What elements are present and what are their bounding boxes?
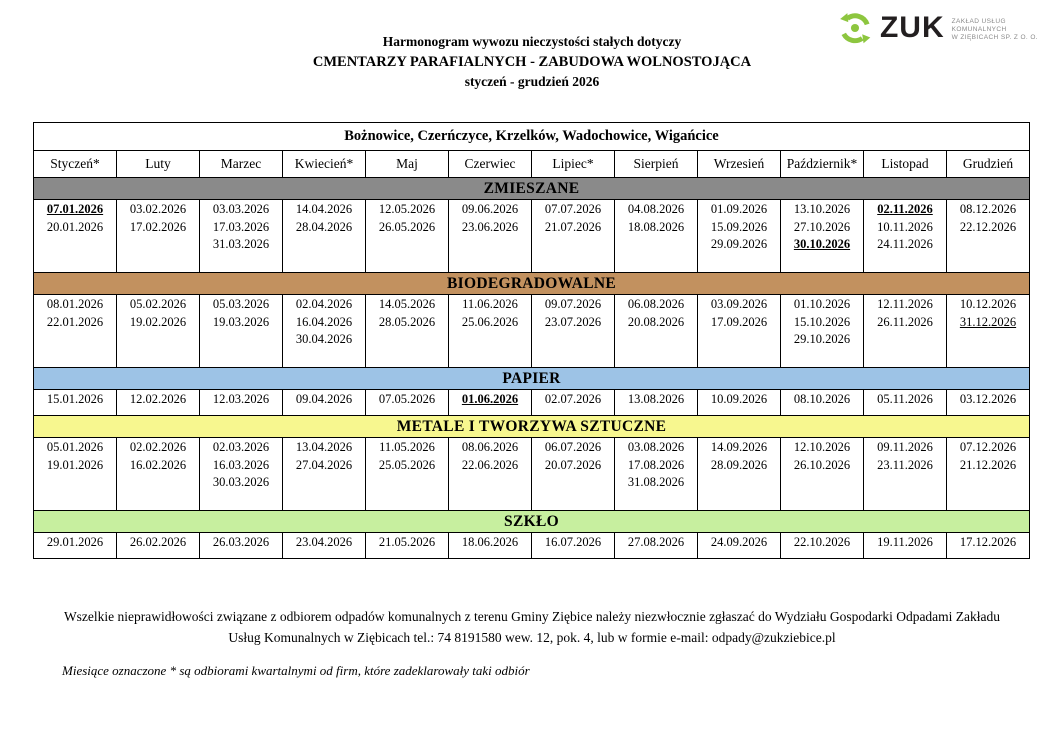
collection-date: 30.03.2026 [212,475,270,489]
date-cell [449,438,532,511]
collection-date: 31.08.2026 [627,475,685,489]
collection-date: 14.04.2026 [295,202,353,216]
collection-date: 29.10.2026 [793,332,851,346]
date-cell [615,438,698,511]
collection-date: 12.10.2026 [793,440,851,454]
month-header-wrzesień: Wrzesień [698,151,781,178]
collection-date: 19.01.2026 [46,457,104,472]
collection-date: 19.02.2026 [129,314,187,329]
date-cell [532,295,615,368]
collection-date: 16.03.2026 [212,457,270,472]
collection-date: 10.11.2026 [877,219,933,234]
collection-date: 25.05.2026 [378,457,436,472]
collection-date: 13.08.2026 [627,392,685,406]
title-line-3: styczeń - grudzień 2026 [464,74,600,89]
collection-date: 02.07.2026 [544,392,602,406]
collection-date: 07.07.2026 [544,202,602,216]
collection-date: 01.09.2026 [710,202,768,216]
date-cell [532,390,615,416]
title-line-1: Harmonogram wywozu nieczystości stałych dotyczy [382,34,682,49]
date-cell [615,533,698,559]
collection-date: 12.02.2026 [129,392,187,406]
month-header-luty: Luty [117,151,200,178]
collection-date: 30.04.2026 [295,332,353,346]
collection-date: 17.08.2026 [627,457,685,472]
collection-date: 17.03.2026 [212,219,270,234]
collection-date: 21.07.2026 [544,219,602,234]
collection-date: 03.02.2026 [129,202,187,216]
date-cell [34,295,117,368]
collection-date: 01.10.2026 [793,297,851,311]
collection-date: 08.06.2026 [461,440,519,454]
date-cell [449,390,532,416]
date-cell [200,438,283,511]
collection-date: 02.11.2026 [877,202,933,216]
collection-date: 05.02.2026 [129,297,187,311]
collection-date: 12.11.2026 [877,297,933,311]
collection-date: 26.02.2026 [129,535,187,549]
date-cell [34,390,117,416]
collection-date: 20.08.2026 [627,314,685,329]
section-header-papier: PAPIER [34,368,1030,390]
date-cell [366,200,449,273]
collection-date: 09.11.2026 [877,440,933,454]
collection-date: 01.06.2026 [461,392,519,406]
date-cell [864,438,947,511]
collection-date: 23.11.2026 [877,457,933,472]
collection-date: 05.01.2026 [46,440,104,454]
collection-date: 05.03.2026 [212,297,270,311]
date-cell [200,295,283,368]
collection-date: 29.09.2026 [710,237,768,251]
logo-subtext-line: KOMUNALNYCH [951,25,1007,33]
collection-date: 23.06.2026 [461,219,519,234]
collection-date: 03.03.2026 [212,202,270,216]
date-cell [34,533,117,559]
collection-date: 03.08.2026 [627,440,685,454]
date-cell [366,438,449,511]
collection-date: 25.06.2026 [461,314,519,329]
collection-date: 18.08.2026 [627,219,685,234]
collection-date: 11.05.2026 [379,440,435,454]
schedule-table [33,122,1030,559]
collection-date: 16.04.2026 [295,314,353,329]
date-cell [283,200,366,273]
collection-date: 10.09.2026 [710,392,768,406]
collection-date: 16.07.2026 [544,535,602,549]
collection-date: 22.10.2026 [793,535,851,549]
date-cell [698,533,781,559]
collection-date: 19.03.2026 [212,314,270,329]
date-cell [449,200,532,273]
collection-date: 15.01.2026 [46,392,104,406]
collection-date: 21.05.2026 [378,535,436,549]
date-cell [947,438,1030,511]
date-cell [864,200,947,273]
month-header-sierpień: Sierpień [615,151,698,178]
zuk-logo [837,10,1038,46]
notice-text: Wszelkie nieprawidłowości związane z odbiorem odpadów komunalnych z terenu Gminy Ziębice należy niezwłocznie zgłaszać do Wydziału Gospodarki Odpadami Zakładu Usług Komunalnych w Ziębicach tel.: 74 8191580 wew. 12, pok. 4, lub w formie e-mail: odpady@zukziebice.pl [63,608,1001,645]
section-header-zmieszane: ZMIESZANE [34,178,1030,200]
title-line-2: CMENTARZY PARAFIALNYCH - ZABUDOWA WOLNOSTOJĄCA [312,54,752,70]
collection-date: 31.12.2026 [959,314,1017,329]
collection-date: 11.06.2026 [462,297,518,311]
date-cell [947,295,1030,368]
date-cell [200,390,283,416]
date-cell [781,200,864,273]
collection-date: 13.10.2026 [793,202,851,216]
collection-date: 26.11.2026 [877,314,933,329]
localities-header: Bożnowice, Czerńczyce, Krzelków, Wadochowice, Wigańcice [34,123,1030,151]
section-header-szkło: SZKŁO [34,511,1030,533]
collection-date: 04.08.2026 [627,202,685,216]
date-cell [366,390,449,416]
section-header-metale-i-tworzywa-sztuczne: METALE I TWORZYWA SZTUCZNE [34,416,1030,438]
date-cell [117,533,200,559]
collection-date: 20.07.2026 [544,457,602,472]
collection-date: 08.12.2026 [959,202,1017,216]
date-cell [864,390,947,416]
date-cell [698,438,781,511]
date-cell [449,533,532,559]
collection-date: 07.01.2026 [46,202,104,216]
date-cell [615,200,698,273]
section-header-biodegradowalne: BIODEGRADOWALNE [34,273,1030,295]
collection-date: 14.09.2026 [710,440,768,454]
collection-date: 17.12.2026 [959,535,1017,549]
collection-date: 22.12.2026 [959,219,1017,234]
collection-date: 02.04.2026 [295,297,353,311]
collection-date: 28.09.2026 [710,457,768,472]
date-cell [283,295,366,368]
collection-date: 15.10.2026 [793,314,851,329]
date-cell [117,438,200,511]
logo-wordmark: ZUK [879,11,945,44]
collection-date: 26.05.2026 [378,219,436,234]
collection-date: 06.07.2026 [544,440,602,454]
date-cell [200,533,283,559]
collection-date: 03.09.2026 [710,297,768,311]
collection-date: 23.04.2026 [295,535,353,549]
collection-date: 06.08.2026 [627,297,685,311]
quarterly-note: Miesiące oznaczone * są odbiorami kwartalnymi od firm, które zadeklarowały taki odbiór [62,663,530,678]
date-cell [366,295,449,368]
month-header-listopad: Listopad [864,151,947,178]
collection-date: 14.05.2026 [378,297,436,311]
month-header-maj: Maj [366,151,449,178]
collection-date: 18.06.2026 [461,535,519,549]
collection-date: 26.03.2026 [212,535,270,549]
date-cell [283,438,366,511]
collection-date: 17.02.2026 [129,219,187,234]
collection-date: 27.10.2026 [793,219,851,234]
date-cell [615,295,698,368]
month-header-czerwiec: Czerwiec [449,151,532,178]
date-cell [947,390,1030,416]
collection-date: 09.04.2026 [295,392,353,406]
date-cell [283,390,366,416]
collection-date: 15.09.2026 [710,219,768,234]
date-cell [200,200,283,273]
date-cell [34,438,117,511]
collection-date: 07.12.2026 [959,440,1017,454]
collection-date: 16.02.2026 [129,457,187,472]
month-header-marzec: Marzec [200,151,283,178]
date-cell [449,295,532,368]
date-cell [117,295,200,368]
month-header-grudzień: Grudzień [947,151,1030,178]
month-header-kwiecień: Kwiecień* [283,151,366,178]
date-cell [781,390,864,416]
collection-date: 17.09.2026 [710,314,768,329]
collection-date: 19.11.2026 [877,535,933,549]
collection-date: 28.05.2026 [378,314,436,329]
collection-date: 12.05.2026 [378,202,436,216]
collection-date: 22.06.2026 [461,457,519,472]
collection-date: 09.07.2026 [544,297,602,311]
collection-date: 03.12.2026 [959,392,1017,406]
collection-date: 09.06.2026 [461,202,519,216]
collection-date: 20.01.2026 [46,219,104,234]
date-cell [781,295,864,368]
collection-date: 12.03.2026 [212,392,270,406]
collection-date: 23.07.2026 [544,314,602,329]
date-cell [781,533,864,559]
date-cell [117,390,200,416]
collection-date: 27.08.2026 [627,535,685,549]
collection-date: 28.04.2026 [295,219,353,234]
date-cell [864,295,947,368]
logo-subtext-line: ZAKŁAD USŁUG [951,17,1006,25]
date-cell [117,200,200,273]
date-cell [283,533,366,559]
collection-date: 24.11.2026 [877,237,933,251]
date-cell [698,200,781,273]
date-cell [781,438,864,511]
month-header-lipiec: Lipiec* [532,151,615,178]
collection-date: 07.05.2026 [378,392,436,406]
collection-date: 29.01.2026 [46,535,104,549]
date-cell [947,533,1030,559]
collection-date: 02.03.2026 [212,440,270,454]
month-header-styczeń: Styczeń* [34,151,117,178]
date-cell [947,200,1030,273]
collection-date: 05.11.2026 [877,392,933,406]
date-cell [615,390,698,416]
date-cell [864,533,947,559]
collection-date: 13.04.2026 [295,440,353,454]
collection-date: 24.09.2026 [710,535,768,549]
collection-date: 10.12.2026 [959,297,1017,311]
date-cell [366,533,449,559]
date-cell [532,438,615,511]
date-cell [532,533,615,559]
collection-date: 08.10.2026 [793,392,851,406]
date-cell [698,390,781,416]
collection-date: 26.10.2026 [793,457,851,472]
date-cell [34,200,117,273]
recycle-icon [837,10,873,46]
collection-date: 27.04.2026 [295,457,353,472]
collection-date: 30.10.2026 [793,237,851,251]
collection-date: 08.01.2026 [46,297,104,311]
date-cell [698,295,781,368]
collection-date: 31.03.2026 [212,237,270,251]
date-cell [532,200,615,273]
collection-date: 22.01.2026 [46,314,104,329]
month-header-październik: Październik* [781,151,864,178]
collection-date: 21.12.2026 [959,457,1017,472]
logo-subtext-line: W ZIĘBICACH SP. Z O. O. [951,33,1038,41]
collection-date: 02.02.2026 [129,440,187,454]
logo-subtext [952,15,1038,42]
